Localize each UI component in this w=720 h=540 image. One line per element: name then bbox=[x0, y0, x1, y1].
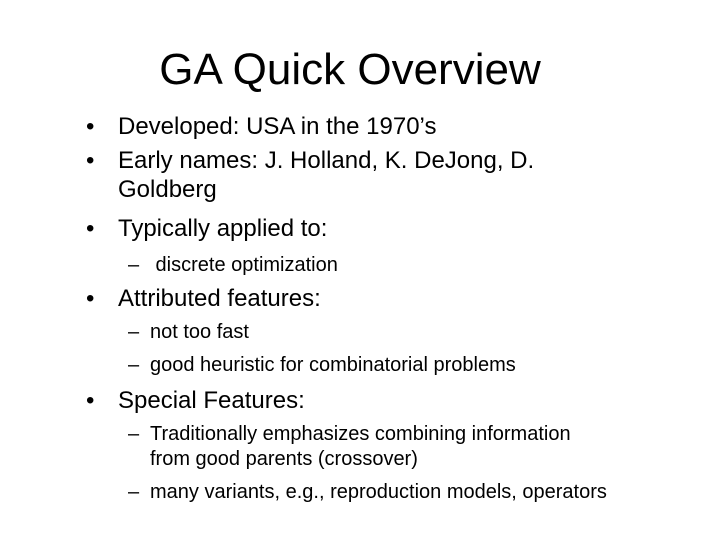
bullet-marker: • bbox=[86, 285, 95, 312]
sub-bullet-text: from good parents (crossover) bbox=[150, 448, 418, 470]
bullet-text: Special Features: bbox=[118, 387, 305, 414]
bullet-marker: • bbox=[86, 113, 95, 140]
sub-bullet-text: many variants, e.g., reproduction models, operators bbox=[150, 481, 607, 503]
bullet-text: Attributed features: bbox=[118, 285, 321, 312]
bullet-marker: • bbox=[86, 147, 95, 174]
bullet-text: Early names: J. Holland, K. DeJong, D. bbox=[118, 147, 535, 174]
sub-bullet-marker: – bbox=[128, 354, 140, 376]
bullet-marker: • bbox=[86, 215, 95, 242]
sub-bullet-text: not too fast bbox=[150, 321, 249, 343]
bullet-marker: • bbox=[86, 387, 95, 414]
bullet-text: Developed: USA in the 1970’s bbox=[118, 113, 437, 140]
sub-bullet-text: Traditionally emphasizes combining information bbox=[150, 423, 571, 445]
sub-bullet-marker: – bbox=[128, 423, 140, 445]
bullet-text: Typically applied to: bbox=[118, 215, 328, 242]
sub-bullet-marker: – bbox=[128, 481, 140, 503]
bullet-text: Goldberg bbox=[118, 176, 217, 203]
slide-title: GA Quick Overview bbox=[159, 45, 541, 94]
sub-bullet-marker: – bbox=[128, 321, 140, 343]
sub-bullet-text: good heuristic for combinatorial problems bbox=[150, 354, 516, 376]
sub-bullet-text: discrete optimization bbox=[150, 254, 338, 276]
sub-bullet-marker: – bbox=[128, 254, 140, 276]
